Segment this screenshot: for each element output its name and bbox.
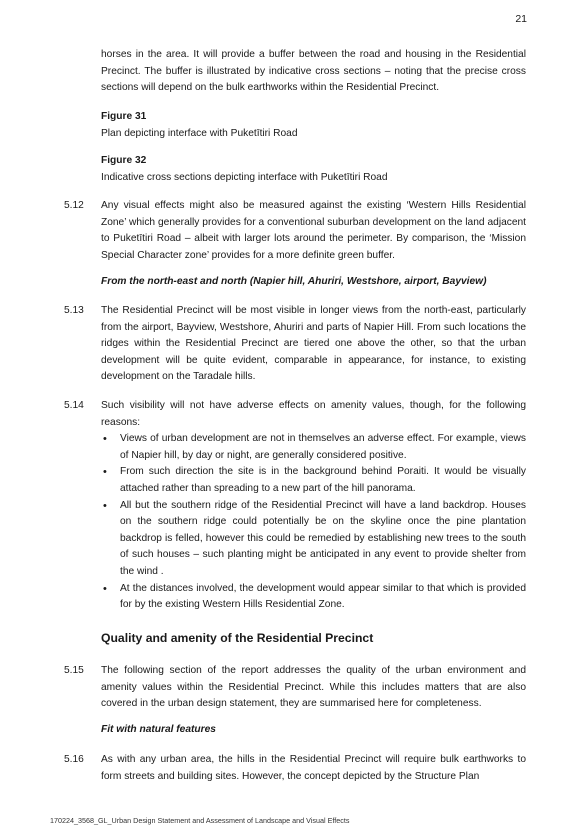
list-item: • At the distances involved, the development would appear similar to that which is provided for by the existing Western Hills Residential Zone. bbox=[101, 581, 526, 614]
figure-caption: Indicative cross sections depicting interface with Puketītiri Road bbox=[101, 171, 388, 183]
page-number: 21 bbox=[515, 13, 527, 25]
footer: 170224_3568_GL_Urban Design Statement and Assessment of Landscape and Visual Effects bbox=[50, 816, 350, 825]
section-heading: Quality and amenity of the Residential Precinct bbox=[101, 631, 374, 645]
figure-label: Figure 32 bbox=[101, 155, 147, 166]
paragraph-number: 5.14 bbox=[64, 400, 84, 411]
figure-31 bbox=[101, 109, 526, 142]
paragraph-number: 5.16 bbox=[64, 754, 84, 765]
figure-caption: Plan depicting interface with Puketītiri Road bbox=[101, 127, 298, 139]
paragraph-text: Such visibility will not have adverse effects on amenity values, though, for the following reasons: bbox=[101, 400, 526, 428]
list-item: • Views of urban development are not in themselves an adverse effect. For example, views of Napier hill, by day or night, are generally considered positive. bbox=[101, 431, 526, 464]
list-item: • From such direction the site is in the background behind Poraiti. It would be visually attached rather than spreading to a new part of the hill panorama. bbox=[101, 464, 526, 497]
paragraph-number: 5.12 bbox=[64, 200, 84, 211]
paragraph-text: The Residential Precinct will be most visible in longer views from the north-east, particularly from the airport, Bayview, Westshore, Ahuriri and parts of Napier Hill. From such locations the ridges within the Residential Precinct are tiered one above the other, so that the urban development will be quite evident, comparable in appearance, for instance, to existing development on the Taradale hills. bbox=[101, 305, 526, 383]
subheading: Fit with natural features bbox=[101, 724, 216, 735]
list-item: • All but the southern ridge of the Residential Precinct will have a land backdrop. Houses on the southern ridge could potentially be on the skyline once the pine plantation backdrop is felled, however this could be remedied by establishing new trees to the south of such houses – such planting might be anticipated in any event to provide shelter from the wind . bbox=[101, 498, 526, 581]
bullet-list bbox=[101, 431, 526, 614]
paragraph-text: As with any urban area, the hills in the Residential Precinct will require bulk earthworks to form streets and building sites. However, the concept depicted by the Structure Plan bbox=[101, 754, 526, 782]
paragraph-5-14 bbox=[101, 398, 526, 614]
paragraph-text: The following section of the report addresses the quality of the urban environment and amenity values within the Residential Precinct. While this includes matters that are also covered in the urban design statement, they are summarised here for completeness. bbox=[101, 665, 526, 710]
paragraph-number: 5.15 bbox=[64, 665, 84, 676]
figure-label: Figure 31 bbox=[101, 111, 147, 122]
paragraph-text: Any visual effects might also be measured against the existing ‘Western Hills Residential Zone’ which generally provides for a conventional suburban development on the land adjacent to Puketītiri Road – albeit with larger lots around the perimeter. By comparison, the ‘Mission Special Character zone’ provides for a more definite green buffer. bbox=[101, 200, 526, 261]
figure-32 bbox=[101, 153, 526, 186]
paragraph-number: 5.13 bbox=[64, 305, 84, 316]
subheading: From the north-east and north (Napier hill, Ahuriri, Westshore, airport, Bayview) bbox=[101, 276, 487, 287]
intro-paragraph: horses in the area. It will provide a buffer between the road and housing in the Residential Precinct. The buffer is illustrated by indicative cross sections – noting that the precise cross sections will depend on the bulk earthworks within the Residential Precinct. bbox=[101, 49, 526, 94]
